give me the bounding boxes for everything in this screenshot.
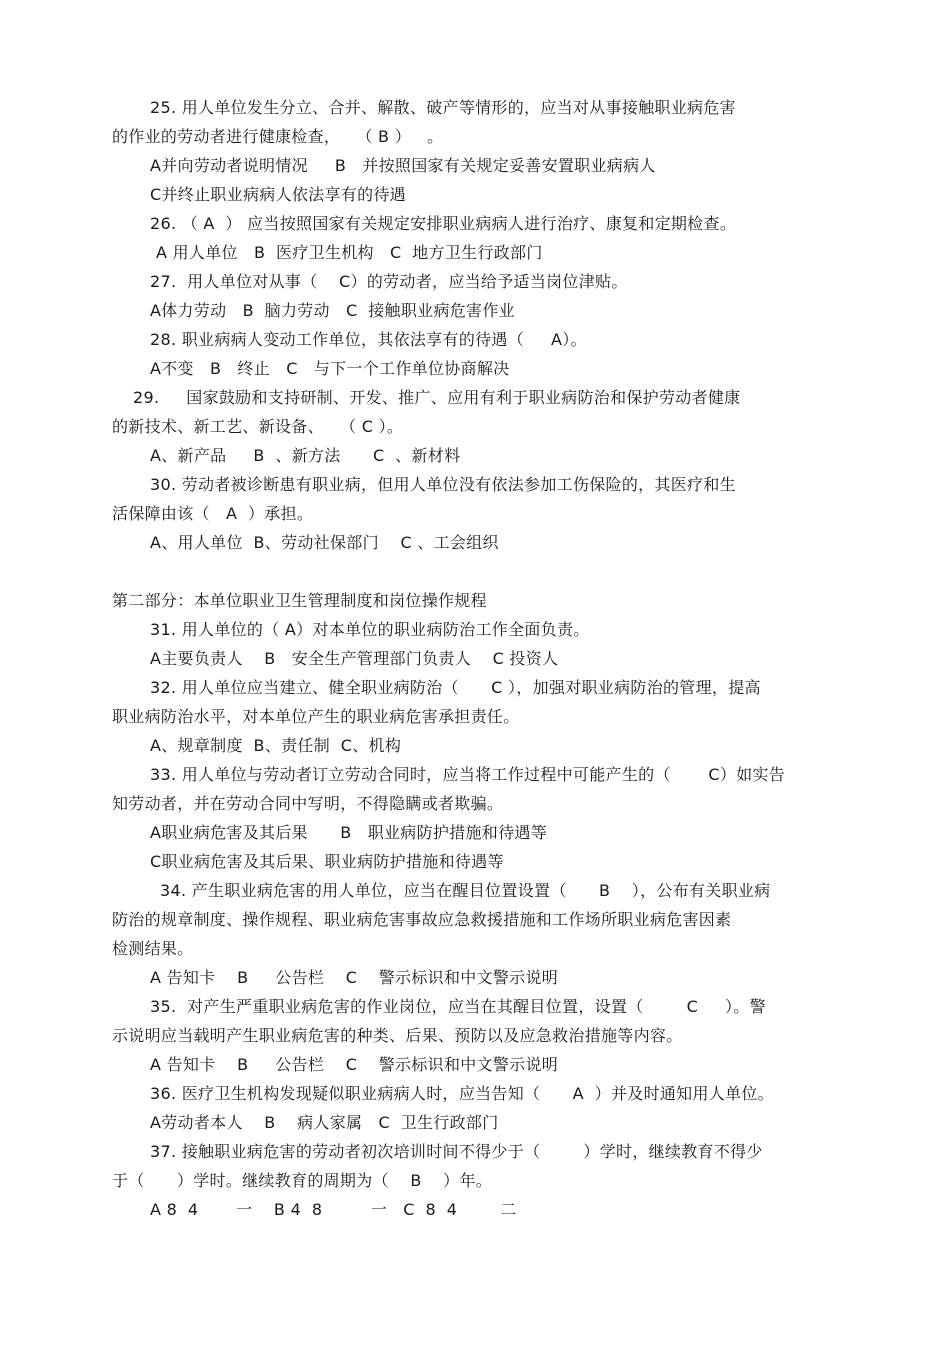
q29-options: A、新产品 B 、新方法 C 、新材料 [150,446,461,465]
q37-line1: 37. 接触职业病危害的劳动者初次培训时间不得少于（ ）学时，继续教育不得少 [150,1142,763,1161]
q30-line2: 活保障由该（ A ）承担。 [112,504,314,523]
q25-line2: 的作业的劳动者进行健康检查， （ B ） 。 [112,127,444,146]
q35-line2: 示说明应当载明产生职业病危害的种类、后果、预防以及应急救治措施等内容。 [112,1026,683,1045]
q36-line1: 36. 医疗卫生机构发现疑似职业病病人时，应当告知（ A ）并及时通知用人单位。 [150,1084,774,1103]
q31-options: A主要负责人 B 安全生产管理部门负责人 C 投资人 [150,649,559,668]
q31-line1: 31. 用人单位的（ A）对本单位的职业病防治工作全面负责。 [150,620,590,639]
q26-line1: 26. （ A ） 应当按照国家有关规定安排职业病病人进行治疗、康复和定期检查。 [150,214,737,233]
q32-options: A、规章制度 B、责任制 C、机构 [150,736,402,755]
q33-line2: 知劳动者，并在劳动合同中写明，不得隐瞒或者欺骗。 [112,794,504,813]
q30-line1: 30. 劳动者被诊断患有职业病，但用人单位没有依法参加工伤保险的，其医疗和生 [150,475,736,494]
q33-options-ab: A职业病危害及其后果 B 职业病防护措施和待遇等 [150,823,547,842]
q25-options-ab: A并向劳动者说明情况 B 并按照国家有关规定妥善安置职业病病人 [150,156,656,175]
q34-line3: 检测结果。 [112,939,194,958]
q28-line1: 28. 职业病病人变动工作单位，其依法享有的待遇（ A）。 [150,330,587,349]
q35-line1: 35. 对产生严重职业病危害的作业岗位，应当在其醒目位置，设置（ C ）。警 [150,997,766,1016]
q32-line2: 职业病防治水平，对本单位产生的职业病危害承担责任。 [112,707,520,726]
q33-option-c: C职业病危害及其后果、职业病防护措施和待遇等 [150,852,504,871]
q36-options: A劳动者本人 B 病人家属 C 卫生行政部门 [150,1113,499,1132]
q32-line1: 32. 用人单位应当建立、健全职业病防治（ C ），加强对职业病防治的管理，提高 [150,678,761,697]
q34-line1: 34. 产生职业病危害的用人单位，应当在醒目位置设置（ B ），公布有关职业病 [160,881,771,900]
q29-line2: 的新技术、新工艺、新设备、 （ C ）。 [112,417,404,436]
q26-options: A 用人单位 B 医疗卫生机构 C 地方卫生行政部门 [156,243,543,262]
q34-line2: 防治的规章制度、操作规程、职业病危害事故应急救援措施和工作场所职业病危害因素 [112,910,732,929]
q27-options: A体力劳动 B 脑力劳动 C 接触职业病危害作业 [150,301,515,320]
q37-line2: 于（ ）学时。继续教育的周期为（ B ）年。 [112,1171,493,1190]
q30-options: A、用人单位 B、劳动社保部门 C 、工会组织 [150,533,499,552]
section-heading: 第二部分：本单位职业卫生管理制度和岗位操作规程 [112,591,487,610]
q28-options: A不变 B 终止 C 与下一个工作单位协商解决 [150,359,510,378]
q27-line1: 27. 用人单位对从事（ C）的劳动者，应当给予适当岗位津贴。 [150,272,628,291]
q35-options: A 告知卡 B 公告栏 C 警示标识和中文警示说明 [150,1055,559,1074]
q33-line1: 33. 用人单位与劳动者订立劳动合同时，应当将工作过程中可能产生的（ C）如实告 [150,765,786,784]
q25-option-c: C并终止职业病病人依法享有的待遇 [150,185,406,204]
q25-line1: 25. 用人单位发生分立、合并、解散、破产等情形的，应当对从事接触职业病危害 [150,98,736,117]
q37-options: A 8 4 一 B 4 8 一 C 8 4 二 [150,1200,517,1219]
q34-options: A 告知卡 B 公告栏 C 警示标识和中文警示说明 [150,968,559,987]
q29-line1: 29. 国家鼓励和支持研制、开发、推广、应用有利于职业病防治和保护劳动者健康 [133,388,741,407]
